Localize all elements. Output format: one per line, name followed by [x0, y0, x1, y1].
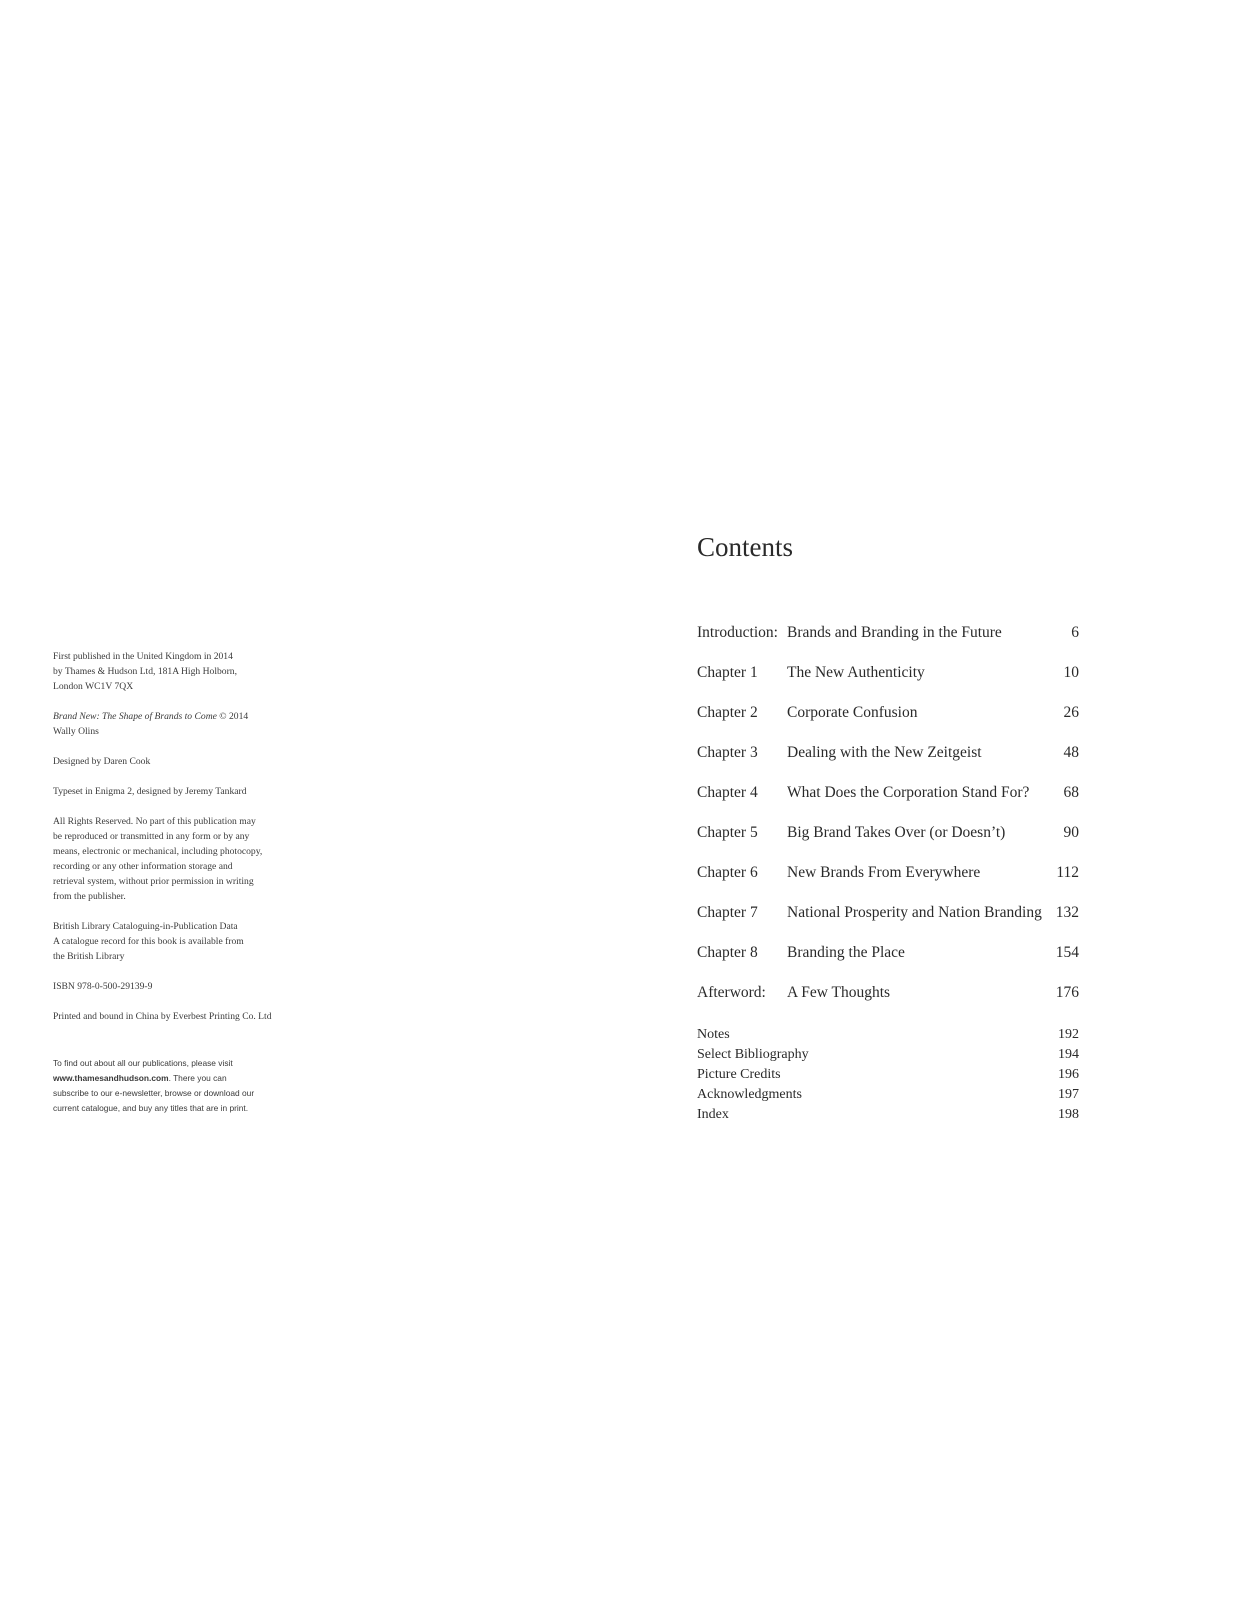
cip-statement — [53, 919, 313, 964]
rights-line: means, electronic or mechanical, including photocopy, — [53, 846, 263, 857]
toc-entry-label: Chapter 3 — [697, 744, 758, 761]
toc-entry-title: A Few Thoughts — [787, 984, 891, 1001]
imprint-block — [53, 649, 313, 1131]
back-matter-title: Index — [697, 1107, 729, 1122]
rights-statement — [53, 814, 313, 904]
toc-entry-page: 112 — [1056, 864, 1079, 881]
toc-entry-page: 68 — [1063, 784, 1079, 801]
typeset-credit — [53, 784, 313, 799]
cip-line: British Library Cataloguing-in-Publication Data — [53, 921, 238, 932]
back-matter-page: 192 — [1058, 1027, 1079, 1042]
back-matter-notes — [697, 1025, 1079, 1045]
imprint-line: by Thames & Hudson Ltd, 181A High Holborn, — [53, 666, 237, 677]
toc-entry-title: Big Brand Takes Over (or Doesn’t) — [787, 824, 1006, 841]
rights-line: recording or any other information storage and — [53, 861, 233, 872]
toc-entry-chapter-3 — [697, 742, 1079, 782]
printer-line: Printed and bound in China by Everbest Printing Co. Ltd — [53, 1011, 272, 1022]
toc-entry-chapter-1 — [697, 662, 1079, 702]
contents-heading: Contents — [697, 532, 794, 562]
back-matter-picture-credits — [697, 1065, 1079, 1085]
toc-entry-title: Corporate Confusion — [787, 704, 918, 721]
back-matter-page: 197 — [1058, 1087, 1079, 1102]
web-line: To find out about all our publications, please visit — [53, 1058, 233, 1068]
toc-entry-title: Dealing with the New Zeitgeist — [787, 744, 982, 761]
isbn-line: ISBN 978-0-500-29139-9 — [53, 981, 153, 992]
rights-line: retrieval system, without prior permission in writing — [53, 876, 254, 887]
toc-entry-title: New Brands From Everywhere — [787, 864, 981, 881]
back-matter-list — [697, 1025, 1079, 1125]
toc-entry-page: 176 — [1055, 984, 1079, 1001]
web-line-rest: . There you can — [168, 1073, 227, 1083]
toc-entry-chapter-4 — [697, 782, 1079, 822]
copyright-line — [53, 709, 313, 724]
toc-entry-page: 48 — [1063, 744, 1079, 761]
toc-entry-label: Afterword: — [697, 984, 766, 1001]
publisher-url: www.thamesandhudson.com — [53, 1073, 169, 1083]
toc-entry-page: 154 — [1055, 944, 1079, 961]
designer-line: Designed by Daren Cook — [53, 756, 151, 767]
toc-entry-title: Branding the Place — [787, 944, 905, 961]
copyright-statement — [53, 709, 313, 739]
isbn — [53, 979, 313, 994]
toc-entry-title: National Prosperity and Nation Branding — [787, 904, 1042, 921]
toc-entry-title: The New Authenticity — [787, 664, 925, 681]
back-matter-page: 194 — [1058, 1047, 1079, 1062]
web-line: current catalogue, and buy any titles that are in print. — [53, 1103, 249, 1113]
designer-credit — [53, 754, 313, 769]
toc-entry-title: What Does the Corporation Stand For? — [787, 784, 1030, 801]
imprint-line: London WC1V 7QX — [53, 681, 134, 692]
toc-entry-label: Introduction: — [697, 624, 778, 641]
back-matter-page: 198 — [1058, 1107, 1079, 1122]
toc-entry-chapter-2 — [697, 702, 1079, 742]
copyright-holder: Wally Olins — [53, 726, 99, 737]
toc-entry-chapter-8 — [697, 942, 1079, 982]
toc-entry-afterword — [697, 982, 1079, 1022]
toc-entry-page: 132 — [1055, 904, 1079, 921]
cip-line: the British Library — [53, 951, 125, 962]
toc-entry-chapter-7 — [697, 902, 1079, 942]
toc-entry-label: Chapter 1 — [697, 664, 758, 681]
toc-entry-page: 90 — [1063, 824, 1079, 841]
back-matter-index — [697, 1105, 1079, 1125]
back-matter-page: 196 — [1058, 1067, 1079, 1082]
cip-line: A catalogue record for this book is available from — [53, 936, 244, 947]
web-line — [53, 1071, 313, 1086]
toc-entry-label: Chapter 2 — [697, 704, 758, 721]
publisher-web-note — [53, 1056, 313, 1116]
back-matter-title: Notes — [697, 1027, 730, 1042]
back-matter-title: Select Bibliography — [697, 1047, 809, 1062]
imprint-line: First published in the United Kingdom in 2014 — [53, 651, 233, 662]
rights-line: be reproduced or transmitted in any form or by any — [53, 831, 250, 842]
back-matter-title: Acknowledgments — [697, 1087, 802, 1102]
first-published-statement — [53, 649, 313, 694]
toc-entry-chapter-5 — [697, 822, 1079, 862]
back-matter-title: Picture Credits — [697, 1067, 781, 1082]
typeset-line: Typeset in Enigma 2, designed by Jeremy Tankard — [53, 786, 247, 797]
printer-credit — [53, 1009, 313, 1024]
web-line: subscribe to our e-newsletter, browse or download our — [53, 1088, 255, 1098]
rights-line: All Rights Reserved. No part of this publication may — [53, 816, 256, 827]
copyright-year: © 2014 — [216, 711, 249, 722]
toc-entry-title: Brands and Branding in the Future — [787, 624, 1002, 641]
toc-entry-page: 6 — [1071, 624, 1079, 641]
book-title: Brand New: The Shape of Brands to Come — [53, 711, 217, 722]
toc-entry-introduction — [697, 622, 1079, 662]
back-matter-bibliography — [697, 1045, 1079, 1065]
toc-entry-label: Chapter 6 — [697, 864, 758, 881]
toc-entry-label: Chapter 7 — [697, 904, 758, 921]
toc-entry-page: 26 — [1063, 704, 1079, 721]
toc-entry-chapter-6 — [697, 862, 1079, 902]
toc-entry-label: Chapter 5 — [697, 824, 758, 841]
back-matter-acknowledgments — [697, 1085, 1079, 1105]
toc-entry-label: Chapter 8 — [697, 944, 758, 961]
table-of-contents — [697, 622, 1079, 1022]
toc-entry-page: 10 — [1063, 664, 1079, 681]
toc-entry-label: Chapter 4 — [697, 784, 758, 801]
rights-line: from the publisher. — [53, 891, 126, 902]
